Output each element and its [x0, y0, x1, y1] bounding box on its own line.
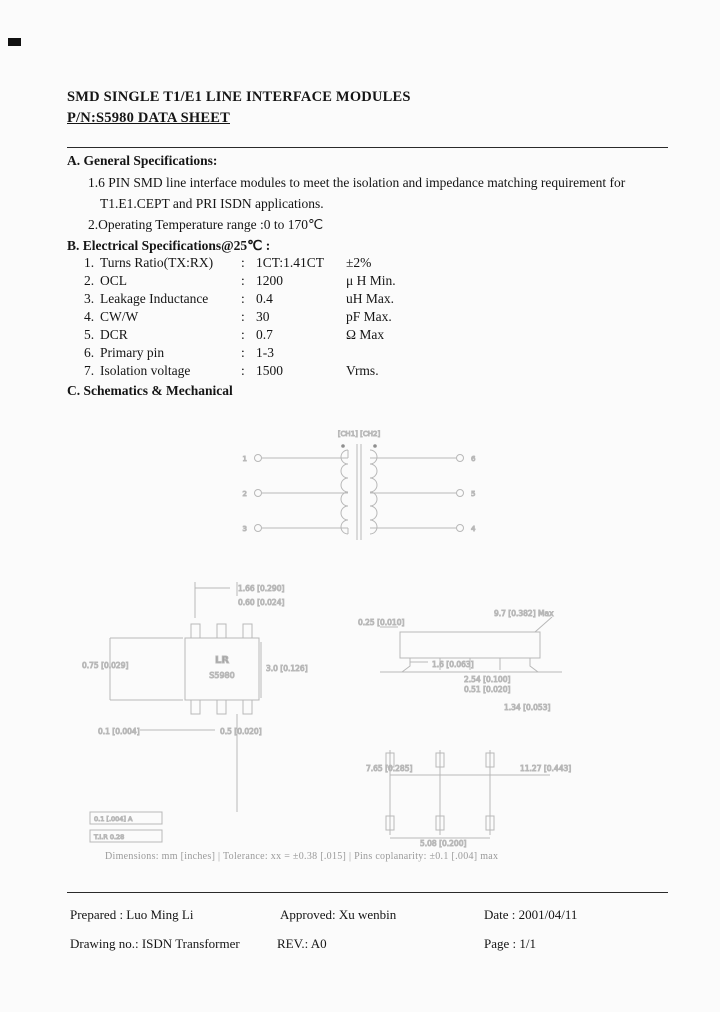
spec-label: OCL: [100, 273, 127, 288]
mechanical-side-view: [358, 609, 562, 712]
spec-colon: :: [241, 345, 245, 360]
spec-unit: μ H Min.: [346, 273, 396, 288]
spec-value: 0.7: [256, 327, 273, 342]
dimension-label: 0.60 [0.024]: [238, 598, 285, 607]
spec-no: 4.: [84, 309, 95, 324]
pin-number: 3: [242, 525, 247, 533]
footer-page: Page : 1/1: [484, 936, 536, 951]
spec-row-cww: [84, 309, 504, 327]
pin-number: 2: [242, 490, 247, 498]
section-a-item2: 2.Operating Temperature range :0 to 170℃: [88, 217, 324, 232]
spec-value: 1200: [256, 273, 283, 288]
dimension-label: 3.0 [0.126]: [266, 664, 308, 673]
polarity-dot: [373, 444, 377, 448]
spec-row-leakage-inductance: [84, 291, 504, 309]
spec-colon: :: [241, 327, 245, 342]
spec-colon: :: [241, 309, 245, 324]
dimension-label: 0.1 [0.004]: [98, 727, 140, 736]
spec-unit: ±2%: [346, 255, 372, 270]
dimension-label: 9.7 [0.382] Max: [494, 609, 554, 618]
spec-row-turns-ratio: [84, 255, 504, 273]
part-number-label: S5980: [209, 671, 235, 680]
transformer-schematic: [243, 430, 476, 540]
schematic-mechanical-drawing: [80, 420, 640, 850]
schematic-top-label: [CH1] [CH2]: [337, 430, 381, 438]
dimension-label: 5.08 [0.200]: [420, 839, 467, 848]
spec-colon: :: [241, 273, 245, 288]
spec-colon: :: [241, 255, 245, 270]
header-divider: [67, 147, 668, 148]
spec-value: 0.4: [256, 291, 273, 306]
footer-prepared: Prepared : Luo Ming Li: [70, 907, 194, 922]
spec-label: Leakage Inductance: [100, 291, 209, 306]
spec-no: 3.: [84, 291, 95, 306]
spec-no: 2.: [84, 273, 95, 288]
spec-row-dcr: [84, 327, 504, 345]
pin-number: 6: [471, 455, 476, 463]
spec-value: 1-3: [256, 345, 274, 360]
lr-logo: LR: [214, 655, 230, 666]
section-c-heading: C. Schematics & Mechanical: [67, 383, 233, 398]
spec-row-isolation-voltage: [84, 363, 504, 381]
spec-label: Turns Ratio(TX:RX): [100, 255, 214, 270]
spec-label: Isolation voltage: [100, 363, 191, 378]
footer-divider: [67, 892, 668, 893]
spec-colon: :: [241, 291, 245, 306]
scan-artifact: [8, 38, 21, 46]
spec-row-primary-pin: [84, 345, 504, 363]
footer-approved: Approved: Xu wenbin: [280, 907, 397, 922]
dimension-label: 2.54 [0.100]: [464, 675, 511, 684]
section-a-item1-line2: T1.E1.CEPT and PRI ISDN applications.: [100, 196, 324, 211]
spec-unit: pF Max.: [346, 309, 392, 324]
pin-number: 1: [242, 455, 247, 463]
footer-drawing-no: Drawing no.: ISDN Transformer: [70, 936, 240, 951]
section-a-heading: A. General Specifications:: [67, 153, 218, 168]
part-number-title: P/N:S5980 DATA SHEET: [67, 110, 230, 126]
spec-unit: uH Max.: [346, 291, 394, 306]
spec-unit: Ω Max: [346, 327, 385, 342]
spec-label: CW/W: [100, 309, 139, 324]
spec-row-ocl: [84, 273, 504, 291]
spec-no: 6.: [84, 345, 95, 360]
dimension-label: 0.5 [0.020]: [220, 727, 262, 736]
dimension-label: 1.66 [0.290]: [238, 584, 285, 593]
spec-value: 1CT:1.41CT: [256, 255, 324, 270]
gdt-callout: 0.1 [.004] A: [94, 815, 133, 823]
dimension-label: 11.27 [0.443]: [520, 764, 572, 773]
land-pattern: [366, 750, 571, 848]
footer-rev: REV.: A0: [277, 936, 327, 951]
dimension-label: 0.25 [0.010]: [358, 618, 405, 627]
spec-label: Primary pin: [100, 345, 165, 360]
dimension-label: 0.75 [0.029]: [82, 661, 129, 670]
spec-label: DCR: [100, 327, 128, 342]
drawing-note: Dimensions: mm [inches] | Tolerance: xx = ±0.38 [.015] | Pins coplanarity: ±0.1 [.004] max: [105, 851, 499, 862]
section-b-heading: B. Electrical Specifications@25℃ :: [67, 238, 271, 253]
polarity-dot: [341, 444, 345, 448]
section-a-item1-line1: 1.6 PIN SMD line interface modules to meet the isolation and impedance matching requirement for: [88, 175, 626, 190]
spec-value: 1500: [256, 363, 283, 378]
electrical-spec-table: [84, 255, 504, 381]
dimension-label: 1.34 [0.053]: [504, 703, 551, 712]
spec-no: 7.: [84, 363, 95, 378]
spec-value: 30: [256, 309, 270, 324]
spec-colon: :: [241, 363, 245, 378]
pin-number: 5: [471, 490, 476, 498]
spec-no: 5.: [84, 327, 95, 342]
spec-unit: Vrms.: [346, 363, 379, 378]
spec-no: 1.: [84, 255, 95, 270]
footer-date: Date : 2001/04/11: [484, 907, 578, 922]
dimension-label: 7.65 [0.285]: [366, 764, 413, 773]
dimension-label: 1.6 [0.063]: [432, 660, 474, 669]
pin-number: 4: [471, 525, 476, 533]
dimension-label: 0.51 [0.020]: [464, 685, 511, 694]
mechanical-top-view: [82, 582, 308, 842]
gdt-callout: T.I.R 0.28: [94, 833, 125, 841]
document-title: SMD SINGLE T1/E1 LINE INTERFACE MODULES: [67, 89, 411, 105]
